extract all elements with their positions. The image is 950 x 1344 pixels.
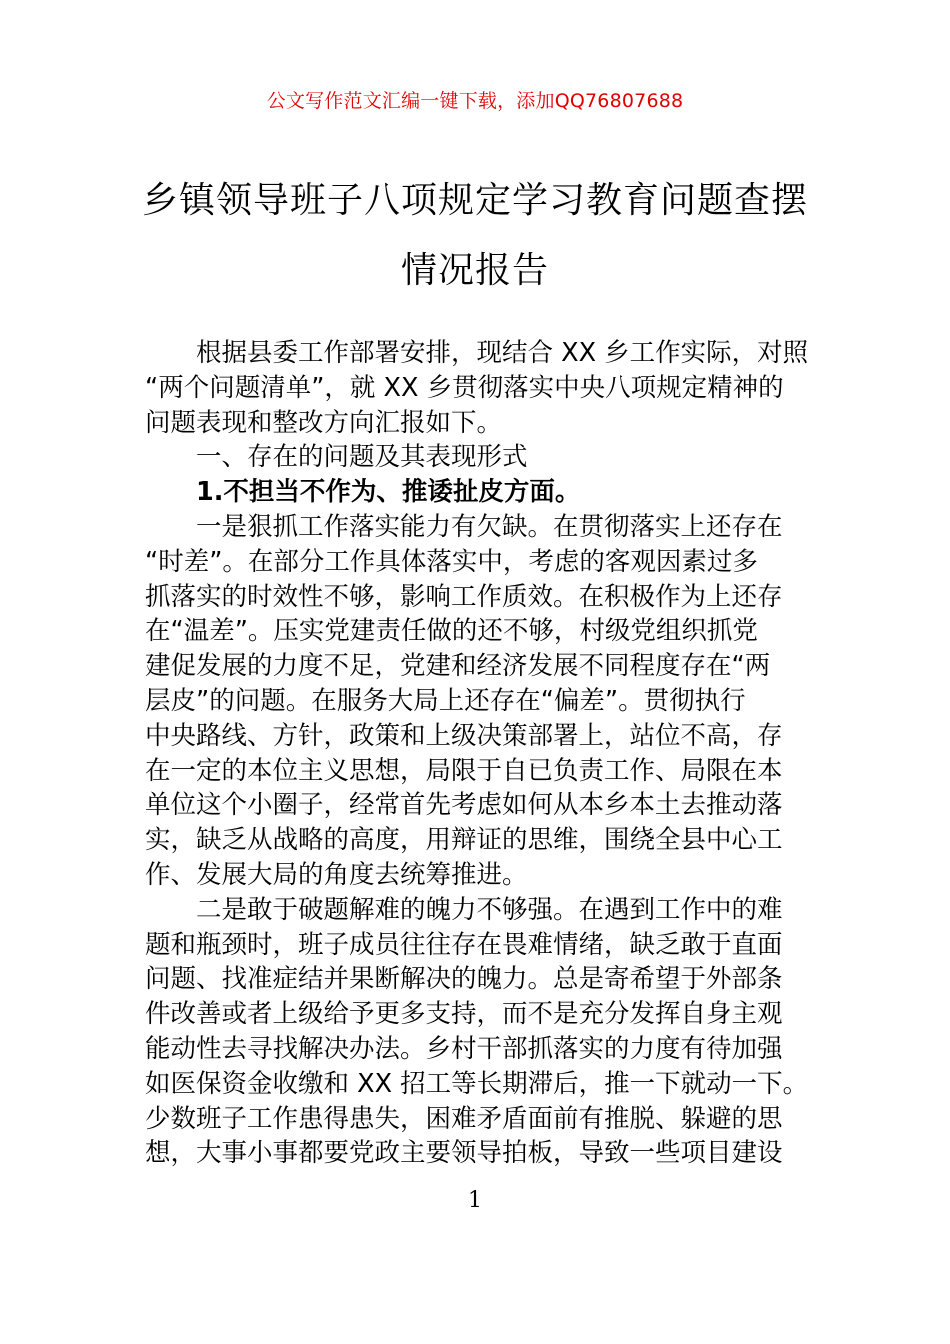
body-line: 建促发展的力度不足，党建和经济发展不同程度存在“两: [145, 651, 771, 682]
body-line: “时差”。在部分工作具体落实中，考虑的客观因素过多: [145, 546, 758, 577]
body-line: 一是狠抓工作落实能力有欠缺。在贯彻落实上还存在: [145, 511, 783, 542]
body-line: 件改善或者上级给予更多支持，而不是充分发挥自身主观: [145, 999, 783, 1030]
body-line: 问题表现和整改方向汇报如下。: [145, 407, 503, 438]
body-line: “两个问题清单”，就 XX 乡贯彻落实中央八项规定精神的: [145, 372, 784, 403]
body-line: 如医保资金收缴和 XX 招工等长期滞后，推一下就动一下。: [145, 1068, 809, 1099]
document-body: [145, 336, 809, 1171]
body-line: 在“温差”。压实党建责任做的还不够，村级党组织抓党: [145, 616, 758, 647]
body-line: 中央路线、方针，政策和上级决策部署上，站位不高，存: [145, 720, 783, 751]
body-line: 根据县委工作部署安排，现结合 XX 乡工作实际，对照: [145, 338, 809, 368]
body-line: 单位这个小圈子，经常首先考虑如何从本乡本土去推动落: [145, 790, 783, 821]
body-line: 问题、找准症结并果断解决的魄力。总是寄希望于外部条: [145, 964, 783, 995]
body-line: 二是敢于破题解难的魄力不够强。在遇到工作中的难: [145, 894, 783, 925]
body-line: 想，大事小事都要党政主要领导拍板，导致一些项目建设: [145, 1138, 783, 1169]
header-download-note: 公文写作范文汇编一键下载，添加QQ76807688: [266, 90, 684, 112]
body-line: 1.不担当不作为、推诿扯皮方面。: [145, 477, 581, 508]
document-title-line-1: 乡镇领导班子八项规定学习教育问题查摆: [141, 180, 808, 221]
body-line: 一、存在的问题及其表现形式: [145, 442, 528, 473]
body-line: 实，缺乏从战略的高度，用辩证的思维，围绕全县中心工: [145, 825, 783, 856]
body-line: 题和瓶颈时，班子成员往往存在畏难情绪，缺乏敢于直面: [145, 929, 783, 960]
body-line: 抓落实的时效性不够，影响工作质效。在积极作为上还存: [145, 581, 783, 612]
page-number: 1: [468, 1188, 482, 1213]
body-line: 能动性去寻找解决办法。乡村干部抓落实的力度有待加强: [145, 1033, 783, 1064]
body-line: 作、发展大局的角度去统筹推进。: [145, 859, 528, 890]
body-line: 少数班子工作患得患失，困难矛盾面前有推脱、躲避的思: [145, 1103, 783, 1134]
document-title-line-2: 情况报告: [400, 250, 549, 291]
body-line: 层皮”的问题。在服务大局上还存在“偏差”。贯彻执行: [145, 685, 746, 716]
body-line: 在一定的本位主义思想，局限于自已负责工作、局限在本: [145, 755, 783, 786]
